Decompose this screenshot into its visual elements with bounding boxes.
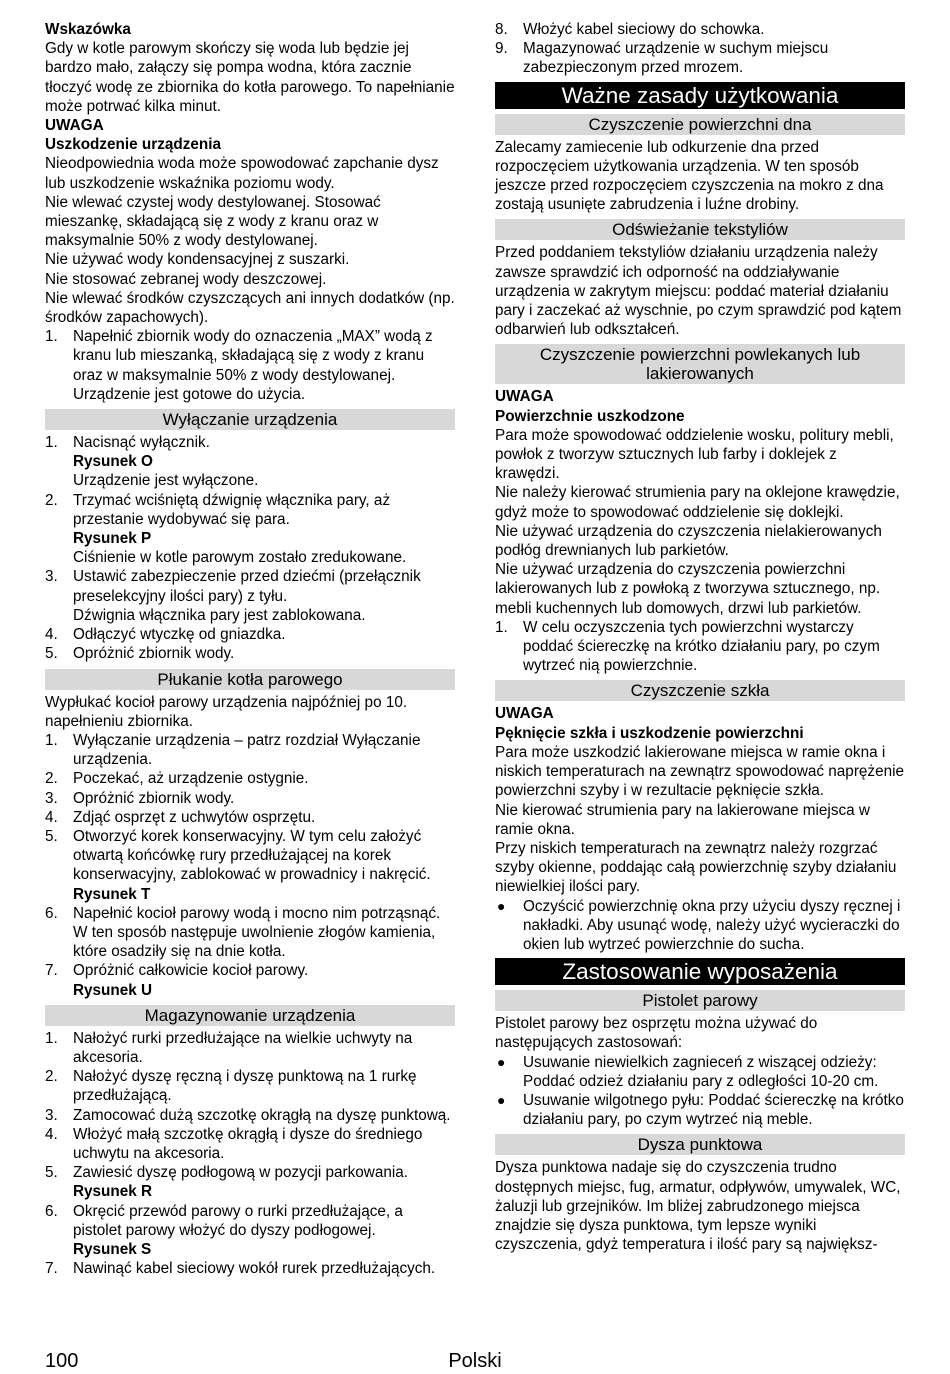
numbered-step <box>45 327 455 385</box>
section-heading: Wyłączanie urządzenia <box>45 409 455 430</box>
step-number: 8. <box>495 21 508 38</box>
step-number: 4. <box>45 808 58 826</box>
step-number: 6. <box>45 904 58 922</box>
figure-reference: Rysunek O <box>73 453 153 471</box>
step-result: Ciśnienie w kotle parowym zostało zredukowane. <box>73 549 407 567</box>
paragraph: Pistolet parowy bez osprzętu można używać do następujących zastosowań: <box>495 1015 818 1052</box>
paragraph: Para może uszkodzić lakierowane miejsca w ramie okna i niskich temperaturach na zewnątrz spowodować naprężenie powierzchni szyby i w rezultacie pęknięcie szkła. <box>495 743 904 800</box>
figure-reference: Rysunek U <box>73 981 153 999</box>
step-number: 3. <box>45 1106 58 1124</box>
section-heading: Pistolet parowy <box>495 990 905 1011</box>
step-text: Nawinąć kabel sieciowy wokół rurek przedłużających. <box>73 1260 436 1278</box>
step-number: 1. <box>495 618 508 636</box>
step-number: 6. <box>45 1202 58 1220</box>
numbered-step <box>45 433 455 452</box>
step-number: 1. <box>45 731 58 749</box>
step-text: Opróżnić zbiornik wody. <box>73 789 235 807</box>
figure-reference: Rysunek T <box>73 885 151 903</box>
section-heading: Zastosowanie wyposażenia <box>495 958 905 985</box>
step-text: Opróżnić zbiornik wody. <box>73 645 235 663</box>
bold-label: Wskazówka <box>45 21 131 38</box>
bullet-text: Usuwanie niewielkich zagnieceń z wiszącej odzieży: Poddać odzież działaniu pary z odległości 10-20 cm. <box>523 1053 879 1090</box>
paragraph: Para może spowodować oddzielenie wosku, politury mebli, powłok z tworzyw sztucznych lub farby i doklejek z krawędzi. <box>495 426 894 483</box>
bullet-item <box>495 897 905 955</box>
step-number: 3. <box>45 789 58 807</box>
bold-label: Pęknięcie szkła i uszkodzenie powierzchni <box>495 724 804 742</box>
left-column <box>45 20 455 1278</box>
step-number: 2. <box>45 1068 58 1086</box>
numbered-step <box>45 567 455 605</box>
paragraph: Nie stosować zebranej wody deszczowej. <box>45 270 327 288</box>
numbered-step <box>45 904 455 962</box>
section-heading: Czyszczenie powierzchni powlekanych lub lakierowanych <box>495 344 905 384</box>
step-number: 4. <box>45 1125 58 1143</box>
step-number: 5. <box>45 645 58 663</box>
paragraph: Nie należy kierować strumienia pary na oklejone krawędzie, gdyż może to spowodować oddzielenie się doklejki. <box>495 484 900 521</box>
numbered-step <box>45 961 455 980</box>
bold-label: UWAGA <box>45 117 104 135</box>
numbered-step <box>45 1163 455 1182</box>
bullet-item <box>495 1091 905 1129</box>
step-number: 4. <box>45 626 58 644</box>
figure-reference: Rysunek S <box>73 1240 152 1258</box>
bold-label: UWAGA <box>495 705 554 723</box>
bold-label: Powierzchnie uszkodzone <box>495 407 685 425</box>
paragraph: Nie wlewać czystej wody destylowanej. Stosować mieszankę, składającą się z wody z kranu oraz w maksymalnie 50% z wody destylowanej. <box>45 193 381 250</box>
step-number: 2. <box>45 491 58 509</box>
section-heading: Czyszczenie powierzchni dna <box>495 114 905 135</box>
paragraph: Nie używać wody kondensacyjnej z suszarki. <box>45 251 350 269</box>
paragraph: Dysza punktowa nadaje się do czyszczenia trudno dostępnych miejsc, fug, armatur, odpływów, umywalek, WC, żaluzji lub grzejników. Im bliżej zabrudzonego miejsca znajdzie się dysza punktowa, tym lepsze wyniki czyszczenia, gdyż temperatura i ilość pary są największ- <box>495 1159 901 1254</box>
numbered-step <box>45 491 455 529</box>
numbered-step <box>45 1106 455 1125</box>
paragraph: Gdy w kotle parowym skończy się woda lub będzie jej bardzo mało, załączy się pompa wodna, która zacznie tłoczyć wodę ze zbiornika do kotła parowego. To napełnianie może potrwać kilka minut. <box>45 40 455 115</box>
step-number: 9. <box>495 40 508 58</box>
step-text: Zawiesić dyszę podłogową w pozycji parkowania. <box>73 1164 408 1182</box>
numbered-step <box>45 625 455 644</box>
step-result: Dźwignia włącznika pary jest zablokowana. <box>73 606 366 624</box>
step-text: Poczekać, aż urządzenie ostygnie. <box>73 770 309 788</box>
step-text: Okręcić przewód parowy o rurki przedłużające, a pistolet parowy włożyć do dyszy podłogowej. <box>73 1202 403 1239</box>
page-footer <box>45 1350 905 1374</box>
step-text: Ustawić zabezpieczenie przed dziećmi (przełącznik preselekcyjny ilości pary) z tyłu. <box>73 568 421 605</box>
step-result: Urządzenie jest gotowe do użycia. <box>73 385 306 403</box>
step-text: Wyłączanie urządzenia – patrz rozdział Wyłączanie urządzenia. <box>73 731 421 769</box>
step-result: Urządzenie jest wyłączone. <box>73 472 259 490</box>
step-text: Odłączyć wtyczkę od gniazdka. <box>73 626 286 644</box>
numbered-step <box>45 1029 455 1067</box>
paragraph: Nie używać urządzenia do czyszczenia powierzchni lakierowanych lub z powłoką z tworzywa sztucznego, np. mebli kuchennych lub domowych, drzwi lub parkietów. <box>495 561 881 617</box>
step-number: 2. <box>45 770 58 788</box>
numbered-step <box>45 1202 455 1240</box>
paragraph: Nie wlewać środków czyszczących ani innych dodatków (np. środków zapachowych). <box>45 289 455 327</box>
numbered-step <box>45 789 455 808</box>
footer-language: Polski <box>448 1350 502 1372</box>
bold-label: Uszkodzenie urządzenia <box>45 136 221 154</box>
step-number: 7. <box>45 962 58 980</box>
step-text: Zdjąć osprzęt z uchwytów osprzętu. <box>73 808 316 826</box>
step-number: 1. <box>45 328 58 346</box>
step-text: Trzymać wciśniętą dźwignię włącznika pary, aż przestanie wydobywać się para. <box>73 491 391 528</box>
paragraph: Nie używać urządzenia do czyszczenia nielakierowanych podłóg drewnianych lub parkietów. <box>495 522 882 560</box>
bullet-icon: ● <box>497 897 506 914</box>
section-heading: Odświeżanie tekstyliów <box>495 219 905 240</box>
numbered-step <box>495 618 905 676</box>
numbered-step <box>45 769 455 788</box>
step-text: Włożyć kabel sieciowy do schowka. <box>523 21 765 38</box>
paragraph: Przed poddaniem tekstyliów działaniu urządzenia należy zawsze sprawdzić ich odporność na oddziaływanie urządzenia w zakrytym miejscu: poddać materiał działaniu pary i zaczekać aż wyschnie, po czym sprawdzić pod kątem odbarwień lub odkształceń. <box>495 244 902 339</box>
step-text: Opróżnić całkowicie kocioł parowy. <box>73 962 309 980</box>
numbered-step <box>495 20 905 39</box>
step-number: 7. <box>45 1260 58 1278</box>
section-heading: Ważne zasady użytkowania <box>495 82 905 109</box>
step-text: W celu oczyszczenia tych powierzchni wystarczy poddać ściereczkę na krótko działaniu pary, po czym wytrzeć nią powierzchnie. <box>523 618 880 675</box>
right-column <box>495 20 905 1254</box>
numbered-step <box>45 827 455 885</box>
step-text: Otworzyć korek konserwacyjny. W tym celu założyć otwartą końcówkę rury przedłużającej na korek konserwacyjny, zablokować w prowadnicy i nakręcić. <box>73 827 431 884</box>
numbered-step <box>45 808 455 827</box>
numbered-step <box>45 731 455 769</box>
step-text: Włożyć małą szczotkę okrągłą i dysze do średniego uchwytu na akcesoria. <box>73 1125 423 1162</box>
step-text: Zamocować dużą szczotkę okrągłą na dyszę punktową. <box>73 1106 451 1124</box>
bullet-icon: ● <box>497 1091 506 1108</box>
step-text: Napełnić zbiornik wody do oznaczenia „MAX” wodą z kranu lub mieszanką, składającą się z wody z kranu oraz w maksymalnie 50% z wody destylowanej. <box>73 328 433 384</box>
bullet-icon: ● <box>497 1053 506 1070</box>
step-number: 1. <box>45 434 58 452</box>
paragraph: Zalecamy zamiecenie lub odkurzenie dna przed rozpoczęciem użytkowania urządzenia. W ten sposób jeszcze przed rozpoczęciem czyszczenia na mokro z dna zostają usunięte zabrudzenia i luźne drobiny. <box>495 138 884 214</box>
paragraph: Przy niskich temperaturach na zewnątrz należy rozgrzać szyby okienne, poddając całą powierzchnię szyby działaniu niewielkiej ilości pary. <box>495 839 897 896</box>
numbered-step <box>45 1259 455 1278</box>
section-heading: Czyszczenie szkła <box>495 680 905 701</box>
step-text: Napełnić kocioł parowy wodą i mocno nim potrząsnąć. W ten sposób następuje uwolnienie złogów kamienia, które osadziły się na dnie kotła. <box>73 904 441 961</box>
step-text: Nałożyć rurki przedłużające na wielkie uchwyty na akcesoria. <box>73 1029 413 1066</box>
step-text: Nałożyć dyszę ręczną i dyszę punktową na 1 rurkę przedłużającą. <box>73 1068 417 1105</box>
bullet-item <box>495 1053 905 1091</box>
step-text: Magazynować urządzenie w suchym miejscu zabezpieczonym przed mrozem. <box>523 40 829 77</box>
bullet-text: Oczyścić powierzchnię okna przy użyciu dyszy ręcznej i nakładki. Aby usunąć wodę, należy użyć wycieraczki do okien lub wytrzeć powierzchnie do sucha. <box>523 897 901 953</box>
step-number: 5. <box>45 827 58 845</box>
section-heading: Dysza punktowa <box>495 1134 905 1155</box>
section-heading: Magazynowanie urządzenia <box>45 1005 455 1026</box>
numbered-step <box>45 644 455 663</box>
numbered-step <box>45 1067 455 1105</box>
paragraph: Wypłukać kocioł parowy urządzenia najpóźniej po 10. napełnieniu zbiornika. <box>45 693 408 730</box>
step-number: 5. <box>45 1164 58 1182</box>
numbered-step <box>495 39 905 77</box>
bullet-text: Usuwanie wilgotnego pyłu: Poddać ściereczkę na krótko działaniu pary, po czym wytrzeć nią meble. <box>523 1091 904 1129</box>
figure-reference: Rysunek P <box>73 530 152 548</box>
paragraph: Nieodpowiednia woda może spowodować zapchanie dysz lub uszkodzenie wskaźnika poziomu wody. <box>45 155 439 192</box>
paragraph: Nie kierować strumienia pary na lakierowane miejsca w ramie okna. <box>495 801 870 838</box>
section-heading: Płukanie kotła parowego <box>45 669 455 690</box>
figure-reference: Rysunek R <box>73 1183 153 1201</box>
numbered-step <box>45 1125 455 1163</box>
bold-label: UWAGA <box>495 388 554 406</box>
step-number: 3. <box>45 568 58 586</box>
step-text: Nacisnąć wyłącznik. <box>73 434 210 452</box>
page-number: 100 <box>45 1350 79 1372</box>
step-number: 1. <box>45 1029 58 1047</box>
